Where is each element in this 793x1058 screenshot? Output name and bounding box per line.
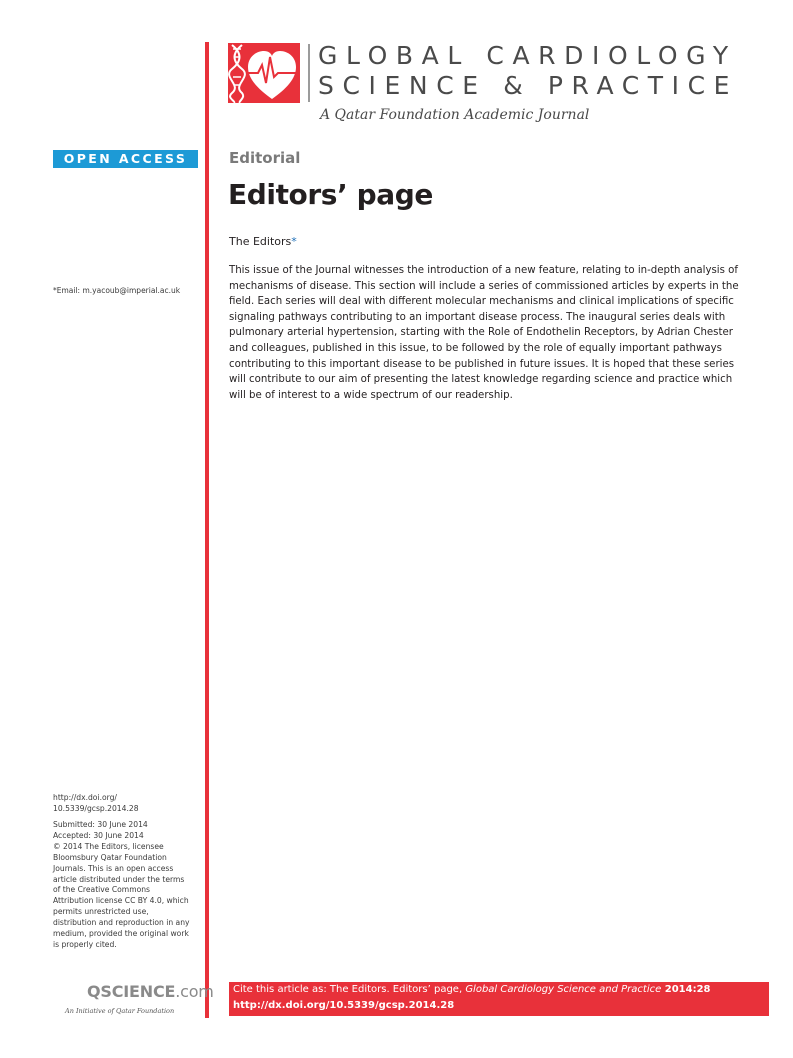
- corresponding-email: *Email: m.yacoub@imperial.ac.uk: [53, 286, 181, 295]
- heart-ecg-dna-logo-icon: [228, 43, 300, 103]
- citation-box: [229, 982, 769, 1016]
- license-line: distribution and reproduction in any: [53, 918, 190, 928]
- open-access-badge: OPEN ACCESS: [53, 150, 198, 168]
- red-divider-line: [205, 42, 209, 1018]
- article-author: [229, 235, 297, 248]
- citation-doi-link[interactable]: http://dx.doi.org/10.5339/gcsp.2014.28: [233, 1000, 455, 1011]
- license-line: is properly cited.: [53, 939, 117, 949]
- article-body-paragraph: This issue of the Journal witnesses the introduction of a new feature, relating to in-depth analysis of mechanisms of disease. This section will include a series of commissioned articles by experts in the field. Each series will deal with different molecular mechanisms and clinical implications of specific signaling pathways contributing to an important disease process. The inaugural series deals with pulmonary arterial hypertension, starting with the Role of Endothelin Receptors, by Adrian Chester and colleagues, published in this issue, to be followed by the role of equally important pathways contributing to this important disease to be published in future issues. It is hoped that these series will contribute to our aim of presenting the latest knowledge regarding science and practice which will be of interest to a wide spectrum of our readership.: [229, 265, 739, 401]
- qscience-logo-bold: QSCIENCE: [87, 982, 176, 1001]
- journal-tagline: A Qatar Foundation Academic Journal: [320, 107, 590, 123]
- article-history-and-license: [53, 820, 203, 951]
- article-title: Editors’ page: [228, 178, 434, 211]
- license-line: medium, provided the original work: [53, 929, 189, 939]
- license-line: article distributed under the terms: [53, 874, 185, 884]
- citation-journal: Global Cardiology Science and Practice: [465, 984, 662, 995]
- masthead-separator: [308, 44, 310, 102]
- license-line: Journals. This is an open access: [53, 863, 174, 873]
- license-line: © 2014 The Editors, licensee: [53, 841, 164, 851]
- author-footnote-mark[interactable]: *: [291, 235, 297, 248]
- qscience-logo[interactable]: [87, 982, 214, 1001]
- journal-name-line2: SCIENCE & PRACTICE: [318, 71, 739, 100]
- history-line: Submitted: 30 June 2014: [53, 820, 148, 829]
- qscience-tagline: An Initiative of Qatar Foundation: [65, 1007, 175, 1015]
- license-line: Attribution license CC BY 4.0, which: [53, 896, 189, 906]
- citation-volume: 2014:28: [661, 984, 711, 995]
- license-line: of the Creative Commons: [53, 885, 151, 895]
- history-line: Accepted: 30 June 2014: [53, 830, 144, 840]
- doi-line-2: 10.5339/gcsp.2014.28: [53, 804, 139, 813]
- qscience-logo-suffix: .com: [175, 982, 214, 1001]
- license-line: Bloomsbury Qatar Foundation: [53, 852, 167, 862]
- citation-prefix: Cite this article as: The Editors. Editors’ page,: [233, 984, 466, 995]
- author-name: The Editors: [229, 235, 292, 248]
- doi-sidebar[interactable]: [53, 792, 139, 814]
- article-section-label: Editorial: [229, 149, 301, 167]
- journal-name-line1: GLOBAL CARDIOLOGY: [318, 41, 737, 70]
- citation-line-1: [233, 982, 769, 998]
- license-line: permits unrestricted use,: [53, 907, 149, 917]
- doi-line-1: http://dx.doi.org/: [53, 793, 117, 802]
